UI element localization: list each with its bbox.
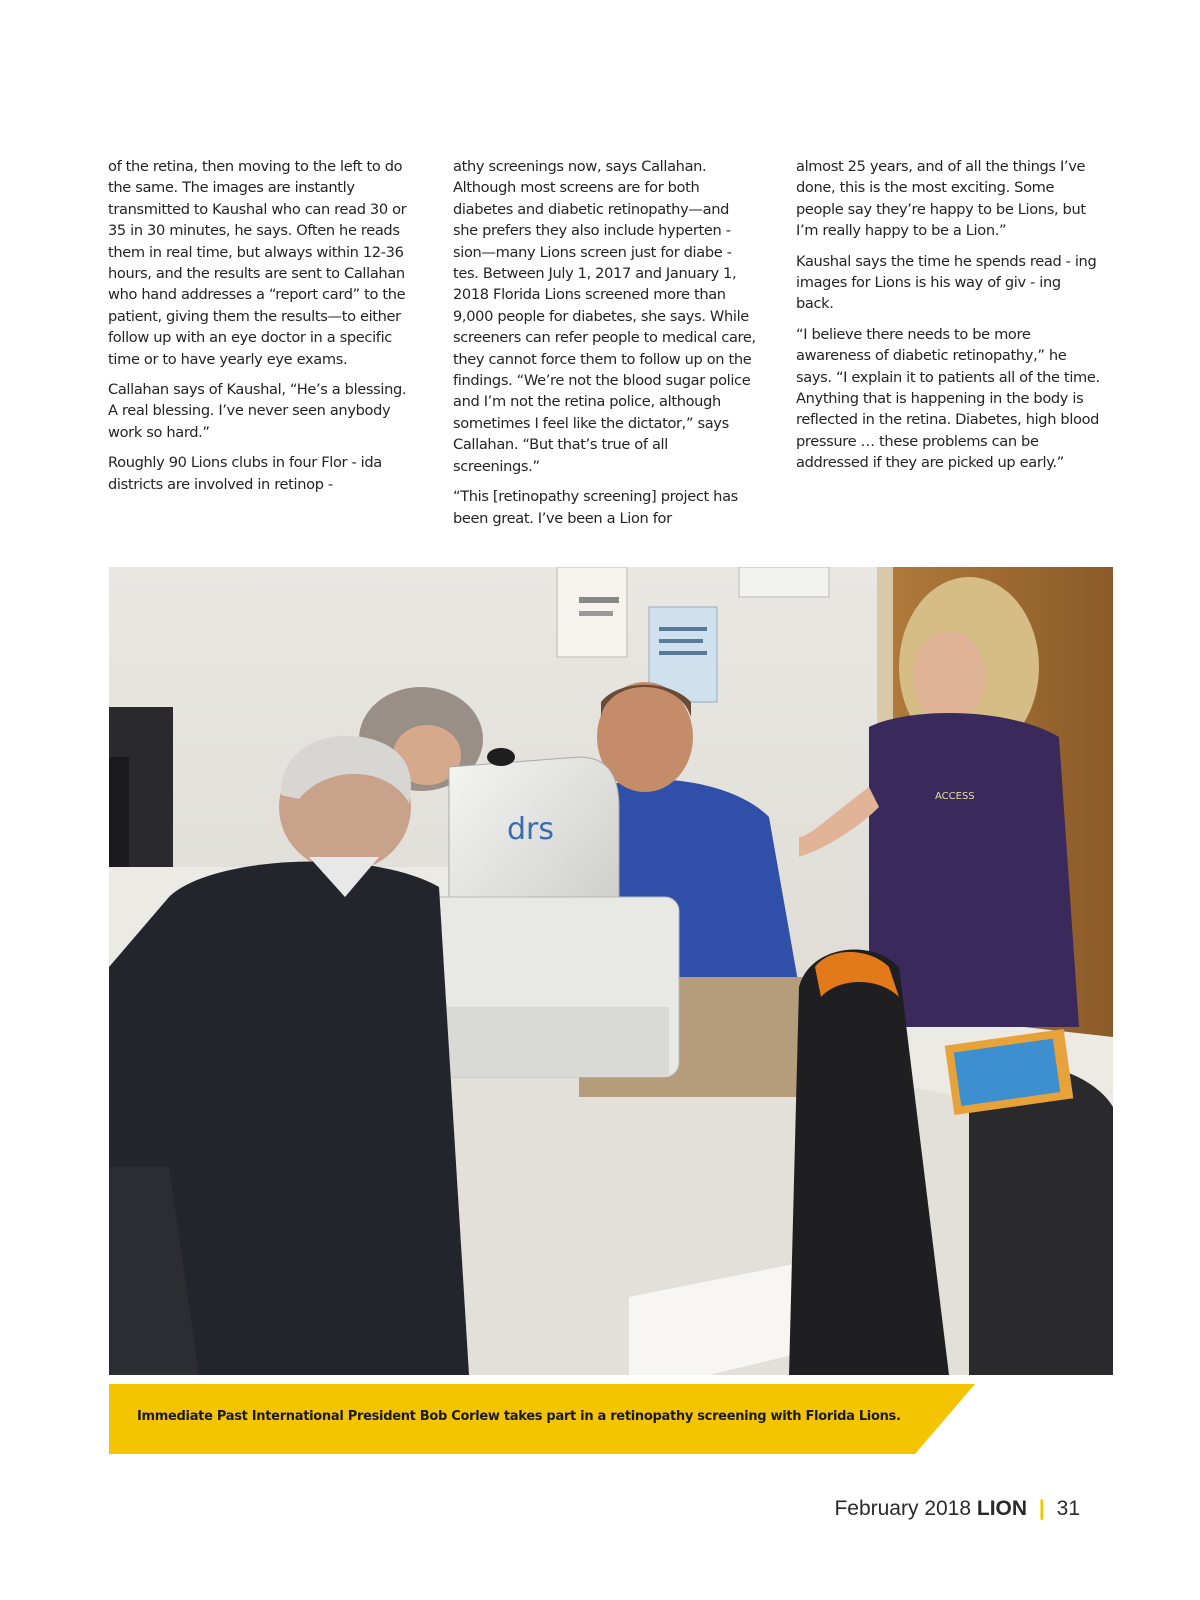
article-photo <box>109 567 1113 1375</box>
text-column-1 <box>108 156 413 504</box>
text-column-3 <box>796 156 1101 483</box>
wall-notice <box>579 597 619 603</box>
page-folio <box>834 1497 1080 1521</box>
paragraph: athy screenings now, says Callahan. Although most screens are for both diabetes and diabetic retinopathy—and she prefers they also include hyperten - sion—many Lions screen just for diabe - tes. Between July 1, 2017 and January 1, 2018 Florida Lions screened more than 9,000 people for diabetes, she says. While screeners can refer people to medical care, they cannot force them to follow up on the findings. “We’re not the blood sugar police and I’m not the retina police, although sometimes I feel like the dictator,” says Callahan. “But that’s true of all screenings.” <box>453 158 756 475</box>
shirt-logo: ACCESS <box>935 791 975 802</box>
camera-top-knob <box>487 748 515 766</box>
paragraph: almost 25 years, and of all the things I’ve done, this is the most exciting. Some people say they’re happy to be Lions, but I’m really happy to be a Lion.” <box>796 158 1086 240</box>
text-column-2 <box>453 156 758 538</box>
backpack-second <box>969 1065 1113 1375</box>
wall-notice <box>739 567 829 597</box>
screening-photo-illustration <box>109 567 1113 1375</box>
device-label: drs <box>507 812 555 847</box>
article-body <box>108 156 1098 536</box>
wall-notice <box>659 651 707 655</box>
folio-brand: LION <box>976 1497 1028 1520</box>
page-number: 31 <box>1056 1497 1080 1520</box>
folio-date: February 2018 <box>834 1497 972 1520</box>
wall-notice <box>659 639 703 643</box>
photo-caption <box>109 1384 975 1454</box>
standing-woman-face <box>913 631 985 723</box>
paragraph: Callahan says of Kaushal, “He’s a blessing. A real blessing. I’ve never seen anybody work so hard.” <box>108 381 407 441</box>
wall-notice <box>659 627 707 631</box>
camera-base-front <box>419 1007 669 1077</box>
paragraph: Roughly 90 Lions clubs in four Flor - ida districts are involved in retinop - <box>108 454 382 493</box>
wall-notice <box>579 611 613 616</box>
paragraph: Kaushal says the time he spends read - ing images for Lions is his way of giv - ing back. <box>796 252 1097 313</box>
paragraph: “I believe there needs to be more awareness of diabetic retinopathy,” he says. “I explain it to patients all of the time. Anything that is happening in the body is reflected in the retina. Diabetes, high blood pressure … these problems can be addressed if they are picked up early.” <box>796 325 1100 472</box>
monitor <box>109 757 129 877</box>
paragraph: “This [retinopathy screening] project has been great. I’ve been a Lion for <box>453 488 738 527</box>
caption-text: Immediate Past International President Bob Corlew takes part in a retinopathy screening with Florida Lions. <box>137 1409 901 1424</box>
paragraph: of the retina, then moving to the left to do the same. The images are instantly transmitted to Kaushal who can read 30 or 35 in 30 minutes, he says. Often he reads them in real time, but always within 12-36 hours, and the results are sent to Callahan who hand addresses a “report card” to the patient, giving them the results—to either follow up with an eye doctor in a specific time or to have yearly eye exams. <box>108 158 407 368</box>
folio-separator: | <box>1038 1497 1045 1520</box>
